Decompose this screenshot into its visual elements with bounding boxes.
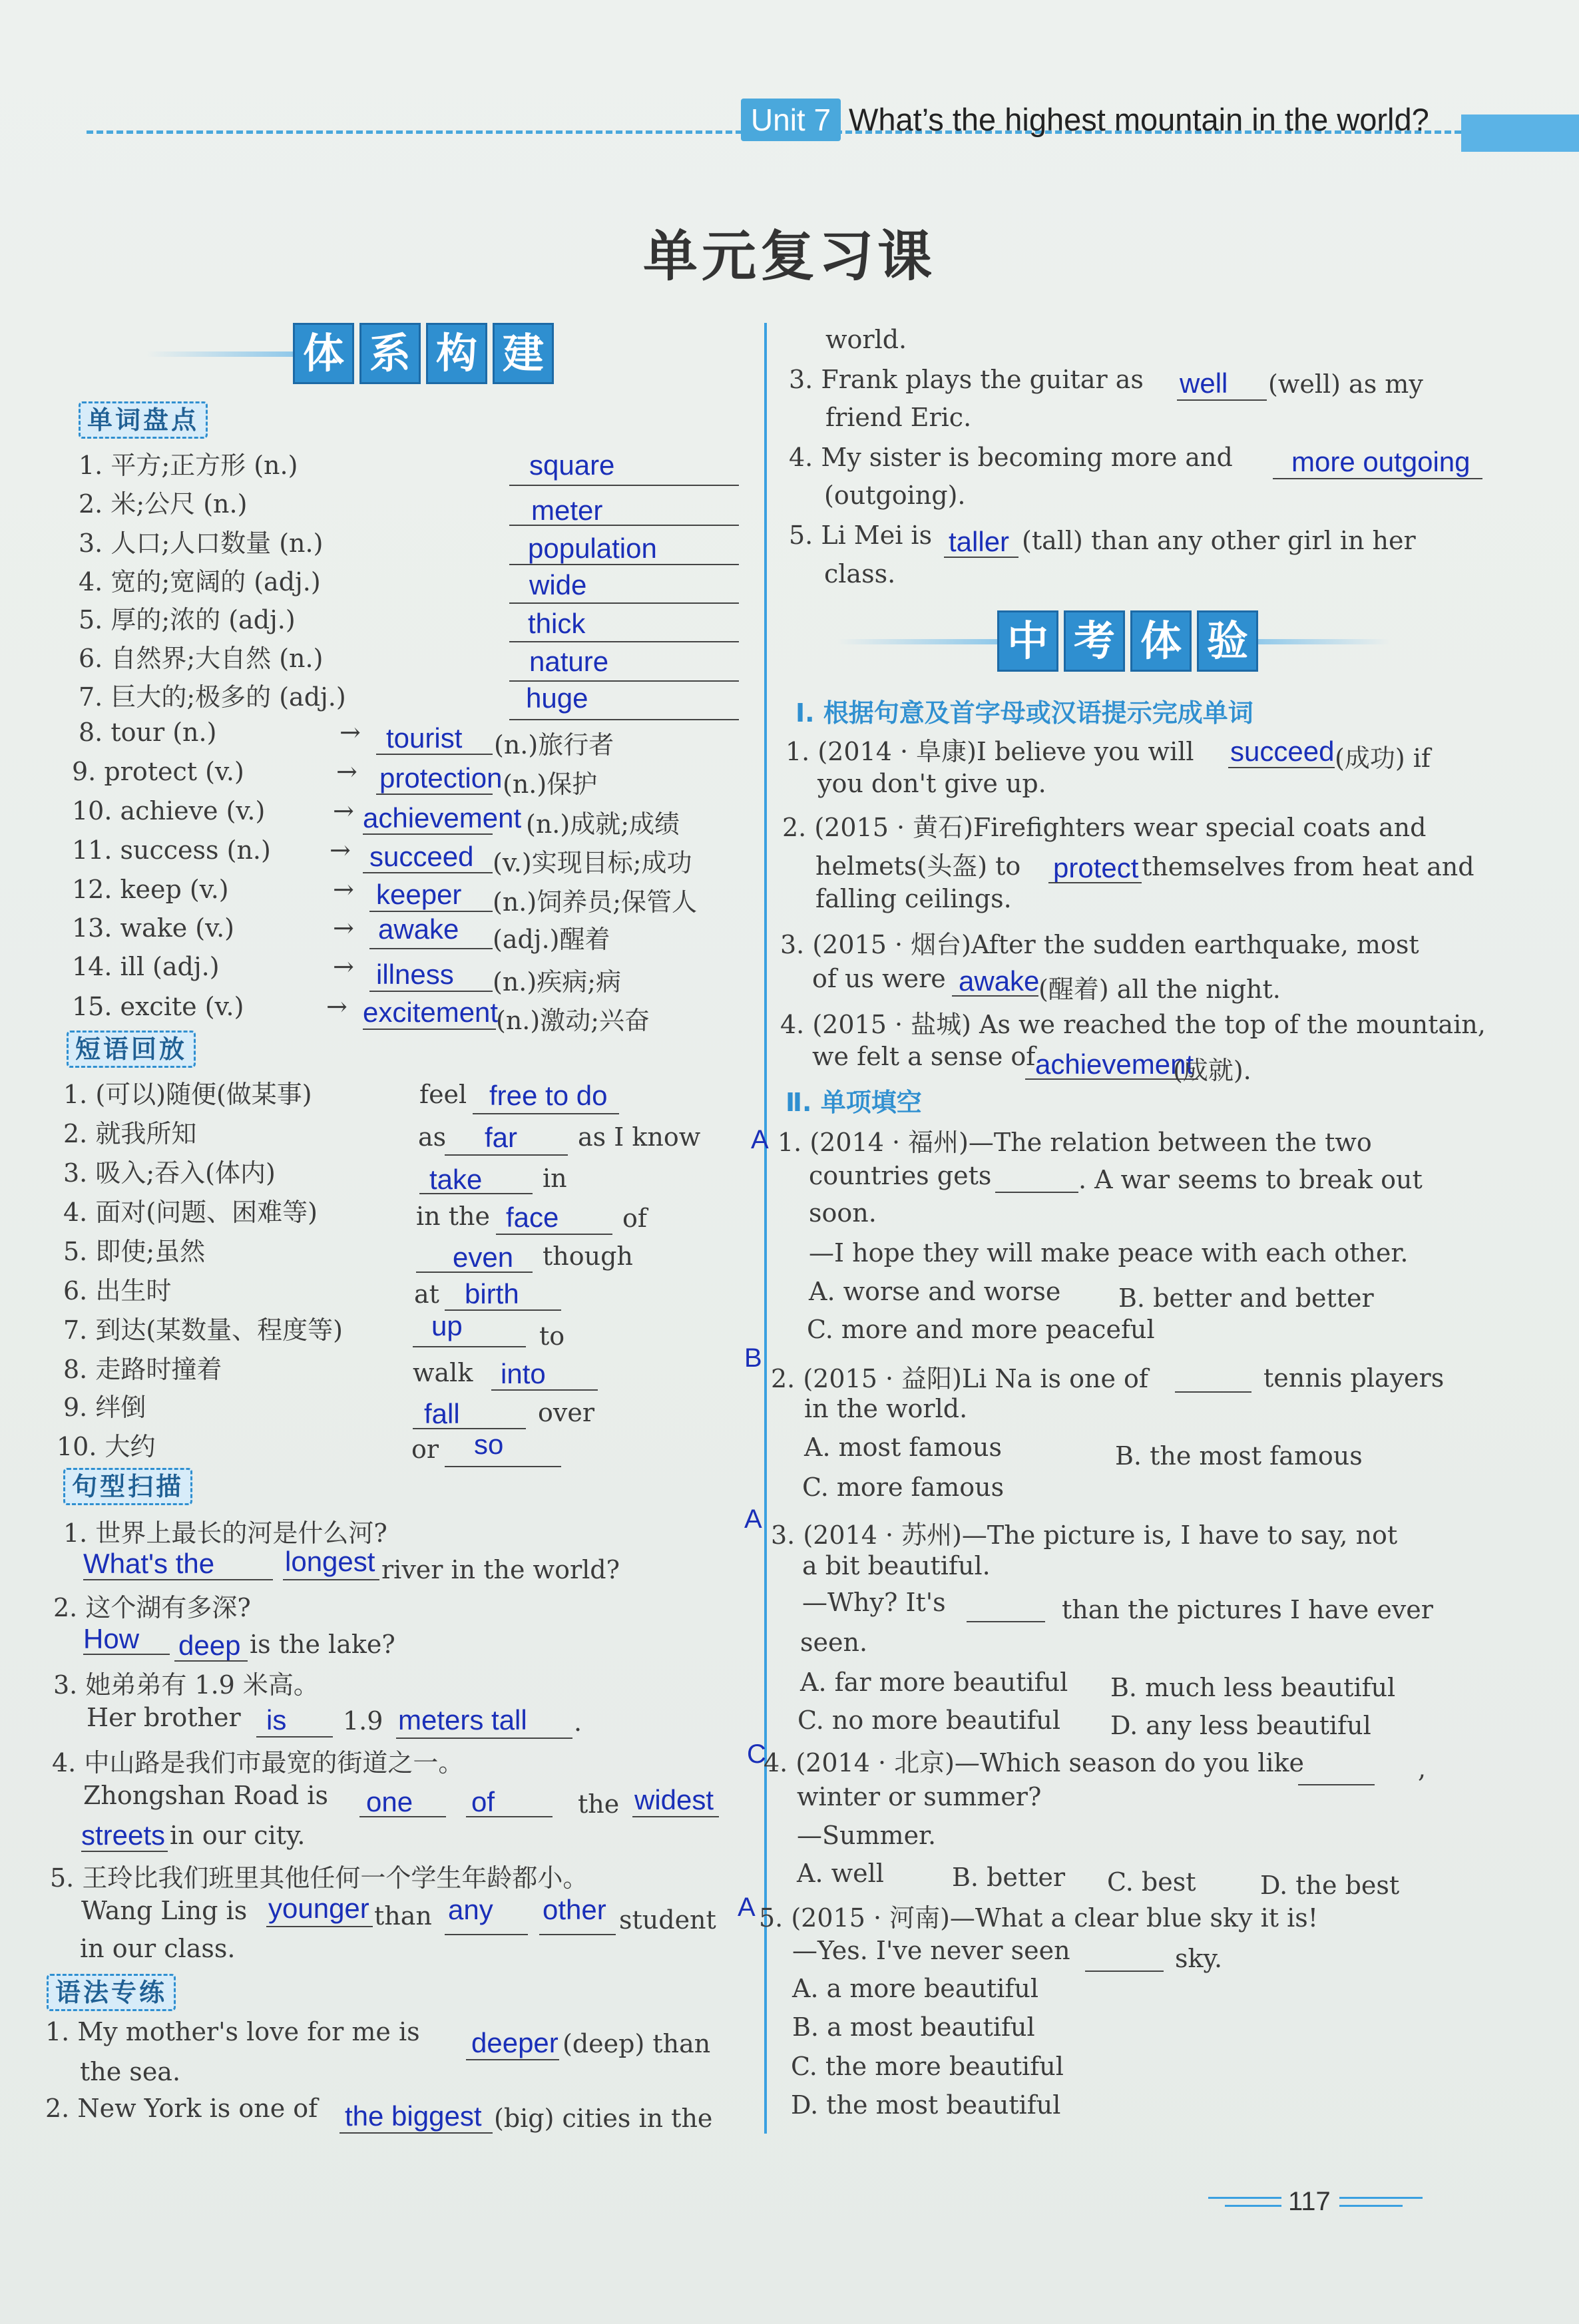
- part1-text: 1. (2014 · 阜康)I believe you will: [786, 737, 1194, 766]
- part1-answer: awake: [959, 965, 1040, 997]
- vocab-answer: thick: [528, 608, 586, 639]
- sentence-q: 1. 世界上最长的河是什么河?: [63, 1518, 387, 1548]
- question-text: than the pictures I have ever: [1062, 1595, 1433, 1624]
- grammar-text: 4. My sister is becoming more and: [789, 443, 1233, 472]
- page-number: 117: [1288, 2187, 1331, 2216]
- grammar-text: 5. Li Mei is: [789, 521, 933, 550]
- phrase-answer: up: [431, 1310, 463, 1341]
- sentence-q: 2. 这个湖有多深?: [53, 1593, 251, 1622]
- part1-text: 4. (2015 · 盐城) As we reached the top of the mountain,: [780, 1010, 1486, 1039]
- question-text: 1. (2014 · 福州)—The relation between the two: [778, 1128, 1372, 1157]
- option: B. the most famous: [1115, 1441, 1363, 1471]
- part1-text: themselves from heat and: [1142, 852, 1474, 881]
- phrase-pre: at: [414, 1279, 439, 1309]
- question-text: —Summer.: [797, 1821, 937, 1850]
- sentence-answer: What's the: [83, 1548, 215, 1579]
- sentence-answer: deep: [178, 1630, 241, 1661]
- question-text: countries gets: [809, 1161, 992, 1190]
- question-text: 3. (2014 · 苏州)—The picture is, I have to say, not: [771, 1520, 1398, 1550]
- sentence-answer: of: [471, 1786, 495, 1817]
- vocab-answer: wide: [529, 569, 587, 600]
- phrase-q: 3. 吸入;吞入(体内): [63, 1158, 276, 1188]
- unit-badge: Unit 7: [741, 99, 841, 141]
- answer-mark: B: [744, 1343, 762, 1373]
- part1-text: 3. (2015 · 烟台)After the sudden earthquake, most: [780, 930, 1419, 959]
- question-text: winter or summer?: [797, 1782, 1042, 1811]
- deriv-suffix: (n.)激动;兴奋: [496, 1006, 650, 1035]
- question-text: 5. (2015 · 河南)—What a clear blue sky it is!: [759, 1903, 1319, 1933]
- arrow-icon: →: [333, 952, 354, 981]
- page-number-rule: [1225, 2205, 1281, 2207]
- vocab-q: 5. 厚的;浓的 (adj.): [79, 605, 296, 634]
- part1-answer: protect: [1053, 852, 1139, 883]
- arrow-icon: →: [333, 913, 354, 943]
- option: D. the most beautiful: [791, 2090, 1061, 2120]
- sentence-q: 4. 中山路是我们市最宽的街道之一。: [52, 1748, 464, 1777]
- deriv-suffix: (v.)实现目标;成功: [493, 848, 692, 877]
- sentence-answer: widest: [634, 1784, 714, 1815]
- vocab-answer: huge: [526, 682, 588, 714]
- deriv-answer: keeper: [376, 879, 462, 910]
- sentence-pre: Her brother: [87, 1703, 241, 1732]
- section-title-part1: Ⅰ. 根据句意及首字母或汉语提示完成单词: [795, 698, 1253, 728]
- answer-mark: A: [738, 1893, 756, 1922]
- phrase-answer: into: [501, 1358, 546, 1389]
- deriv-answer: illness: [376, 959, 454, 990]
- vocab-answer: population: [528, 533, 657, 564]
- option: A. well: [797, 1859, 884, 1888]
- column-divider: [764, 323, 767, 2134]
- page-number-rule: [1339, 2197, 1423, 2199]
- deriv-suffix: (n.)疾病;病: [493, 967, 622, 997]
- deriv-suffix: (adj.)醒着: [493, 925, 610, 954]
- grammar-text: world.: [825, 325, 907, 354]
- option: A. worse and worse: [809, 1277, 1061, 1306]
- deriv-answer: achievement: [363, 802, 522, 833]
- arrow-icon: →: [333, 796, 354, 825]
- phrase-q: 6. 出生时: [63, 1276, 172, 1305]
- option: C. more and more peaceful: [807, 1315, 1155, 1344]
- vocab-q: 1. 平方;正方形 (n.): [79, 451, 298, 480]
- answer-mark: A: [744, 1505, 762, 1534]
- phrase-q: 1. (可以)随便(做某事): [63, 1080, 312, 1109]
- part1-text: helmets(头盔) to: [815, 851, 1021, 881]
- deriv-answer: tourist: [386, 722, 463, 754]
- deriv-q: 11. success (n.): [72, 835, 271, 865]
- deriv-q: 14. ill (adj.): [72, 952, 220, 981]
- part1-text: (成功) if: [1335, 744, 1431, 773]
- grammar-text: friend Eric.: [825, 403, 972, 432]
- question-text: . A war seems to break out: [1078, 1165, 1423, 1194]
- option: C. best: [1107, 1867, 1196, 1897]
- grammar-answer: deeper: [471, 2027, 559, 2058]
- vocab-answer: square: [529, 449, 615, 481]
- vocab-q: 2. 米;公尺 (n.): [79, 489, 248, 519]
- tag-sentences: 句型扫描: [63, 1468, 192, 1505]
- tag-phrases: 短语回放: [67, 1031, 196, 1068]
- deriv-answer: succeed: [369, 841, 474, 872]
- part1-text: (成就).: [1173, 1056, 1251, 1085]
- phrase-post: of: [622, 1204, 647, 1233]
- option: B. better and better: [1118, 1283, 1374, 1313]
- sentence-pre: Wang Ling is: [81, 1896, 248, 1925]
- tag-vocab: 单词盘点: [79, 401, 208, 439]
- vocab-q: 3. 人口;人口数量 (n.): [79, 529, 324, 558]
- page-title: 单元复习课: [642, 225, 936, 288]
- phrase-answer: birth: [465, 1278, 519, 1309]
- phrase-pre: or: [411, 1435, 439, 1464]
- phrase-post: though: [543, 1242, 633, 1271]
- phrase-answer: so: [474, 1429, 504, 1460]
- sentence-mid: 1.9: [343, 1706, 383, 1736]
- header-title: What’s the highest mountain in the world?: [849, 102, 1429, 137]
- vocab-q: 4. 宽的;宽阔的 (adj.): [79, 567, 321, 596]
- tag-grammar: 语法专练: [47, 1974, 176, 2011]
- grammar-hint: (deep) than: [563, 2029, 711, 2058]
- option: C. the more beautiful: [791, 2052, 1064, 2081]
- arrow-icon: →: [326, 992, 347, 1021]
- deriv-q: 15. excite (v.): [72, 992, 244, 1021]
- phrase-q: 5. 即使;虽然: [63, 1237, 206, 1266]
- part1-text: we felt a sense of: [812, 1042, 1036, 1071]
- question-text: a bit beautiful.: [802, 1551, 991, 1580]
- deriv-answer: excitement: [363, 997, 499, 1028]
- phrase-pre: as: [418, 1122, 447, 1152]
- vocab-answer: meter: [531, 495, 603, 526]
- deriv-q: 8. tour (n.): [79, 718, 217, 747]
- sentence-q: 5. 王玲比我们班里其他任何一个学生年龄都小。: [50, 1863, 588, 1893]
- phrase-pre: walk: [413, 1358, 473, 1387]
- phrase-answer: fall: [424, 1398, 460, 1429]
- sentence-answer: other: [543, 1894, 606, 1925]
- sentence-answer: any: [448, 1894, 493, 1925]
- arrow-icon: →: [336, 757, 357, 786]
- sentence-q: 3. 她弟弟有 1.9 米高。: [53, 1670, 319, 1700]
- question-text: seen.: [800, 1628, 868, 1657]
- banner-exam-experience: 中 考 体 验: [997, 611, 1263, 671]
- deriv-q: 9. protect (v.): [72, 757, 244, 786]
- question-text: ,: [1418, 1754, 1427, 1783]
- phrase-post: to: [539, 1321, 565, 1351]
- section-title-part2: Ⅱ. 单项填空: [786, 1088, 922, 1117]
- option: C. no more beautiful: [797, 1706, 1061, 1735]
- sentence-mid: than: [374, 1901, 432, 1931]
- sentence-answer: streets: [81, 1819, 166, 1851]
- phrase-post: in: [543, 1164, 567, 1193]
- option: A. far more beautiful: [800, 1668, 1068, 1697]
- part1-text: (醒着) all the night.: [1038, 975, 1281, 1004]
- deriv-q: 13. wake (v.): [72, 913, 234, 943]
- banner-system-build: 体 系 构 建: [293, 324, 559, 383]
- grammar-text: 3. Frank plays the guitar as: [789, 365, 1144, 394]
- phrase-answer: take: [429, 1164, 483, 1195]
- question-text: tennis players: [1263, 1363, 1445, 1393]
- sentence-answer: longest: [285, 1546, 375, 1577]
- grammar-answer: more outgoing: [1291, 446, 1470, 477]
- phrase-answer: free to do: [489, 1080, 608, 1111]
- grammar-text: the sea.: [80, 2057, 181, 2086]
- part1-text: of us were: [812, 964, 946, 993]
- deriv-suffix: (n.)饲养员;保管人: [493, 887, 698, 917]
- page-number-rule: [1339, 2205, 1403, 2207]
- phrase-answer: far: [485, 1122, 518, 1153]
- sentence-rest: in our city.: [170, 1821, 306, 1850]
- answer-mark: C: [747, 1740, 766, 1769]
- sentence-answer: meters tall: [398, 1704, 527, 1736]
- question-text: —Yes. I've never seen: [792, 1936, 1070, 1965]
- grammar-answer: the biggest: [345, 2100, 482, 2132]
- part1-text: 2. (2015 · 黄石)Firefighters wear special coats and: [782, 813, 1427, 842]
- deriv-suffix: (n.)成就;成绩: [526, 810, 680, 839]
- option: B. much less beautiful: [1110, 1673, 1396, 1702]
- page-number-rule: [1208, 2197, 1281, 2199]
- option: A. a more beautiful: [792, 1974, 1039, 2003]
- deriv-answer: awake: [378, 913, 459, 945]
- vocab-q: 7. 巨大的;极多的 (adj.): [79, 682, 346, 712]
- arrow-icon: →: [339, 718, 361, 747]
- sentence-end: .: [574, 1708, 582, 1737]
- grammar-hint: (well) as my: [1268, 369, 1423, 399]
- phrase-q: 8. 走路时撞着: [63, 1355, 222, 1384]
- deriv-suffix: (n.)旅行者: [494, 730, 614, 760]
- question-text: sky.: [1175, 1944, 1223, 1973]
- question-text: 4. (2014 · 北京)—Which season do you like: [764, 1748, 1305, 1777]
- question-text: 2. (2015 · 益阳)Li Na is one of: [771, 1364, 1148, 1393]
- option: D. any less beautiful: [1110, 1711, 1371, 1740]
- grammar-text: 2. New York is one of: [45, 2094, 318, 2123]
- arrow-icon: →: [333, 875, 354, 904]
- part1-answer: achievement: [1035, 1048, 1194, 1080]
- deriv-answer: protection: [379, 762, 503, 794]
- sentence-answer: is: [266, 1704, 287, 1736]
- grammar-text: class.: [824, 559, 896, 588]
- sentence-rest: in our class.: [80, 1934, 236, 1963]
- sentence-pre: Zhongshan Road is: [83, 1781, 328, 1810]
- phrase-pre: feel: [419, 1080, 467, 1109]
- phrase-pre: in the: [416, 1202, 490, 1231]
- question-text: in the world.: [804, 1394, 968, 1423]
- phrase-post: over: [538, 1398, 594, 1427]
- option: A. most famous: [804, 1433, 1002, 1462]
- sentence-answer: How: [83, 1623, 140, 1654]
- header-accent-bar: [1461, 115, 1579, 152]
- sentence-mid: the: [578, 1789, 620, 1819]
- deriv-q: 10. achieve (v.): [72, 796, 266, 825]
- question-text: soon.: [809, 1198, 877, 1228]
- sentence-rest: is the lake?: [250, 1630, 395, 1659]
- sentence-answer: younger: [268, 1893, 369, 1924]
- grammar-answer: well: [1180, 367, 1228, 399]
- grammar-hint: (big) cities in the: [494, 2104, 713, 2133]
- vocab-answer: nature: [529, 646, 609, 677]
- question-text: —Why? It's: [802, 1588, 946, 1617]
- phrase-q: 4. 面对(问题、困难等): [63, 1198, 318, 1227]
- sentence-rest: student: [619, 1905, 716, 1935]
- sentence-rest: river in the world?: [381, 1555, 620, 1584]
- phrase-q: 7. 到达(某数量、程度等): [63, 1315, 343, 1345]
- grammar-text: 1. My mother's love for me is: [45, 2017, 420, 2046]
- arrow-icon: →: [330, 835, 351, 865]
- option: D. the best: [1260, 1871, 1400, 1900]
- phrase-q: 2. 就我所知: [63, 1119, 197, 1148]
- part1-text: falling ceilings.: [815, 884, 1012, 913]
- grammar-hint: (tall) than any other girl in her: [1022, 526, 1416, 555]
- part1-text: you don't give up.: [817, 769, 1046, 798]
- phrase-answer: face: [506, 1202, 559, 1233]
- option: B. a most beautiful: [792, 2012, 1035, 2042]
- phrase-q: 10. 大约: [57, 1432, 156, 1461]
- option: C. more famous: [802, 1473, 1005, 1502]
- phrase-answer: even: [453, 1242, 514, 1273]
- part1-answer: succeed: [1230, 736, 1335, 767]
- sentence-answer: one: [366, 1786, 413, 1817]
- deriv-suffix: (n.)保护: [503, 770, 598, 799]
- question-text: —I hope they will make peace with each other.: [809, 1238, 1409, 1268]
- deriv-q: 12. keep (v.): [72, 875, 229, 904]
- grammar-text: (outgoing).: [824, 481, 966, 510]
- vocab-q: 6. 自然界;大自然 (n.): [79, 644, 324, 673]
- answer-mark: A: [751, 1125, 769, 1154]
- phrase-q: 9. 绊倒: [63, 1393, 146, 1422]
- phrase-post: as I know: [578, 1122, 701, 1152]
- grammar-answer: taller: [949, 526, 1010, 557]
- option: B. better: [952, 1863, 1066, 1892]
